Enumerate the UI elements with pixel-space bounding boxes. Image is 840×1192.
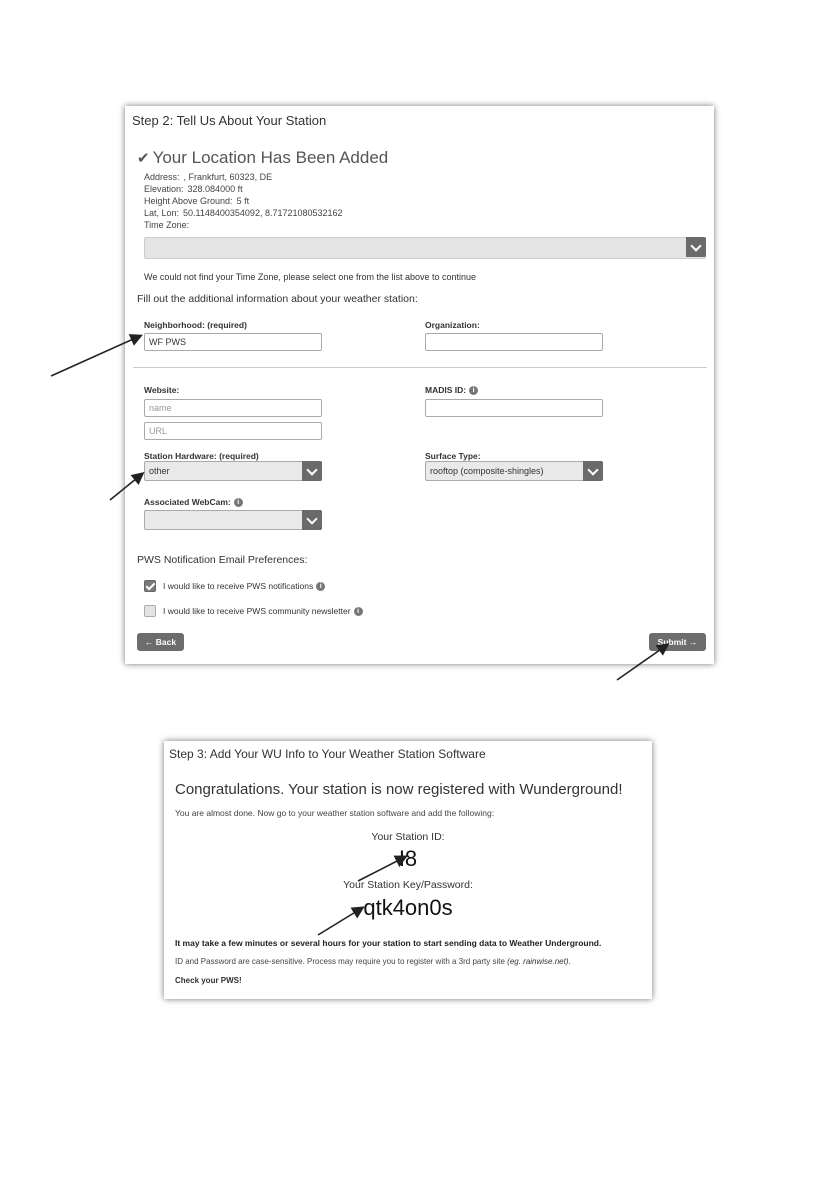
timezone-warning: We could not find your Time Zone, please select one from the list above to continue bbox=[144, 272, 477, 282]
checkmark-icon: ✔ bbox=[137, 150, 150, 167]
info-icon[interactable]: i bbox=[469, 386, 478, 395]
step3-title: Step 3: Add Your WU Info to Your Weather Station Software bbox=[169, 747, 486, 761]
info-icon[interactable]: i bbox=[234, 498, 243, 507]
latlon-value: 50.1148400354092, 8.71721080532162 bbox=[183, 208, 343, 218]
surface-value: rooftop (composite-shingles) bbox=[430, 466, 544, 476]
webcam-label-text: Associated WebCam: bbox=[144, 497, 231, 507]
fill-out-instructions: Fill out the additional information about your weather station: bbox=[137, 293, 418, 305]
timezone-label: Time Zone: bbox=[144, 220, 190, 230]
elevation-value: 328.084000 ft bbox=[187, 184, 243, 194]
notify-label: I would like to receive PWS notifications bbox=[163, 581, 314, 591]
back-button[interactable]: ← Back bbox=[137, 633, 184, 651]
website-name-input[interactable]: name bbox=[144, 399, 322, 417]
hardware-label: Station Hardware: (required) bbox=[144, 451, 259, 461]
wait-note: It may take a few minutes or several hours for your station to start sending data to Weather Underground. bbox=[175, 938, 602, 948]
address-value: , Frankfurt, 60323, DE bbox=[183, 172, 273, 182]
case-note-text: ID and Password are case-sensitive. Process may require you to register with a 3rd party site bbox=[175, 957, 505, 966]
email-pref-heading: PWS Notification Email Preferences: bbox=[137, 554, 308, 566]
submit-button[interactable]: Submit → bbox=[649, 633, 706, 651]
height-value: 5 ft bbox=[236, 196, 250, 206]
neighborhood-input[interactable]: WF PWS bbox=[144, 333, 322, 351]
location-added-text: Your Location Has Been Added bbox=[152, 148, 389, 167]
check-pws-note: Check your PWS! bbox=[175, 976, 242, 985]
madis-label-text: MADIS ID: bbox=[425, 385, 467, 395]
latlon-label: Lat, Lon: bbox=[144, 208, 180, 218]
step2-title: Step 2: Tell Us About Your Station bbox=[132, 113, 327, 128]
annotation-arrow-station-id bbox=[358, 857, 405, 881]
neighborhood-label: Neighborhood: (required) bbox=[144, 320, 247, 330]
info-icon[interactable]: i bbox=[354, 607, 363, 616]
height-label: Height Above Ground: bbox=[144, 196, 233, 206]
station-key-value: qtk4on0s bbox=[363, 895, 453, 920]
elevation-label: Elevation: bbox=[144, 184, 184, 194]
hardware-value: other bbox=[149, 466, 170, 476]
annotation-arrow-neighborhood bbox=[51, 336, 140, 376]
congrats-heading: Congratulations. Your station is now registered with Wunderground! bbox=[175, 781, 623, 798]
case-note-example: (eg. rainwise.net). bbox=[507, 957, 571, 966]
website-url-input[interactable]: URL bbox=[144, 422, 322, 440]
almost-done-text: You are almost done. Now go to your weather station software and add the following: bbox=[175, 808, 495, 818]
annotation-arrow-station-key bbox=[318, 908, 362, 935]
website-label: Website: bbox=[144, 385, 180, 395]
station-id-label: Your Station ID: bbox=[371, 831, 445, 843]
station-key-label: Your Station Key/Password: bbox=[343, 879, 473, 891]
annotation-arrow-submit bbox=[617, 645, 667, 680]
surface-label: Surface Type: bbox=[425, 451, 481, 461]
organization-label: Organization: bbox=[425, 320, 480, 330]
annotation-arrow-hardware bbox=[110, 474, 142, 500]
newsletter-label: I would like to receive PWS community newsletter bbox=[163, 606, 351, 616]
station-id-value: I8 bbox=[398, 846, 418, 871]
info-icon[interactable]: i bbox=[316, 582, 325, 591]
address-label: Address: bbox=[144, 172, 180, 182]
